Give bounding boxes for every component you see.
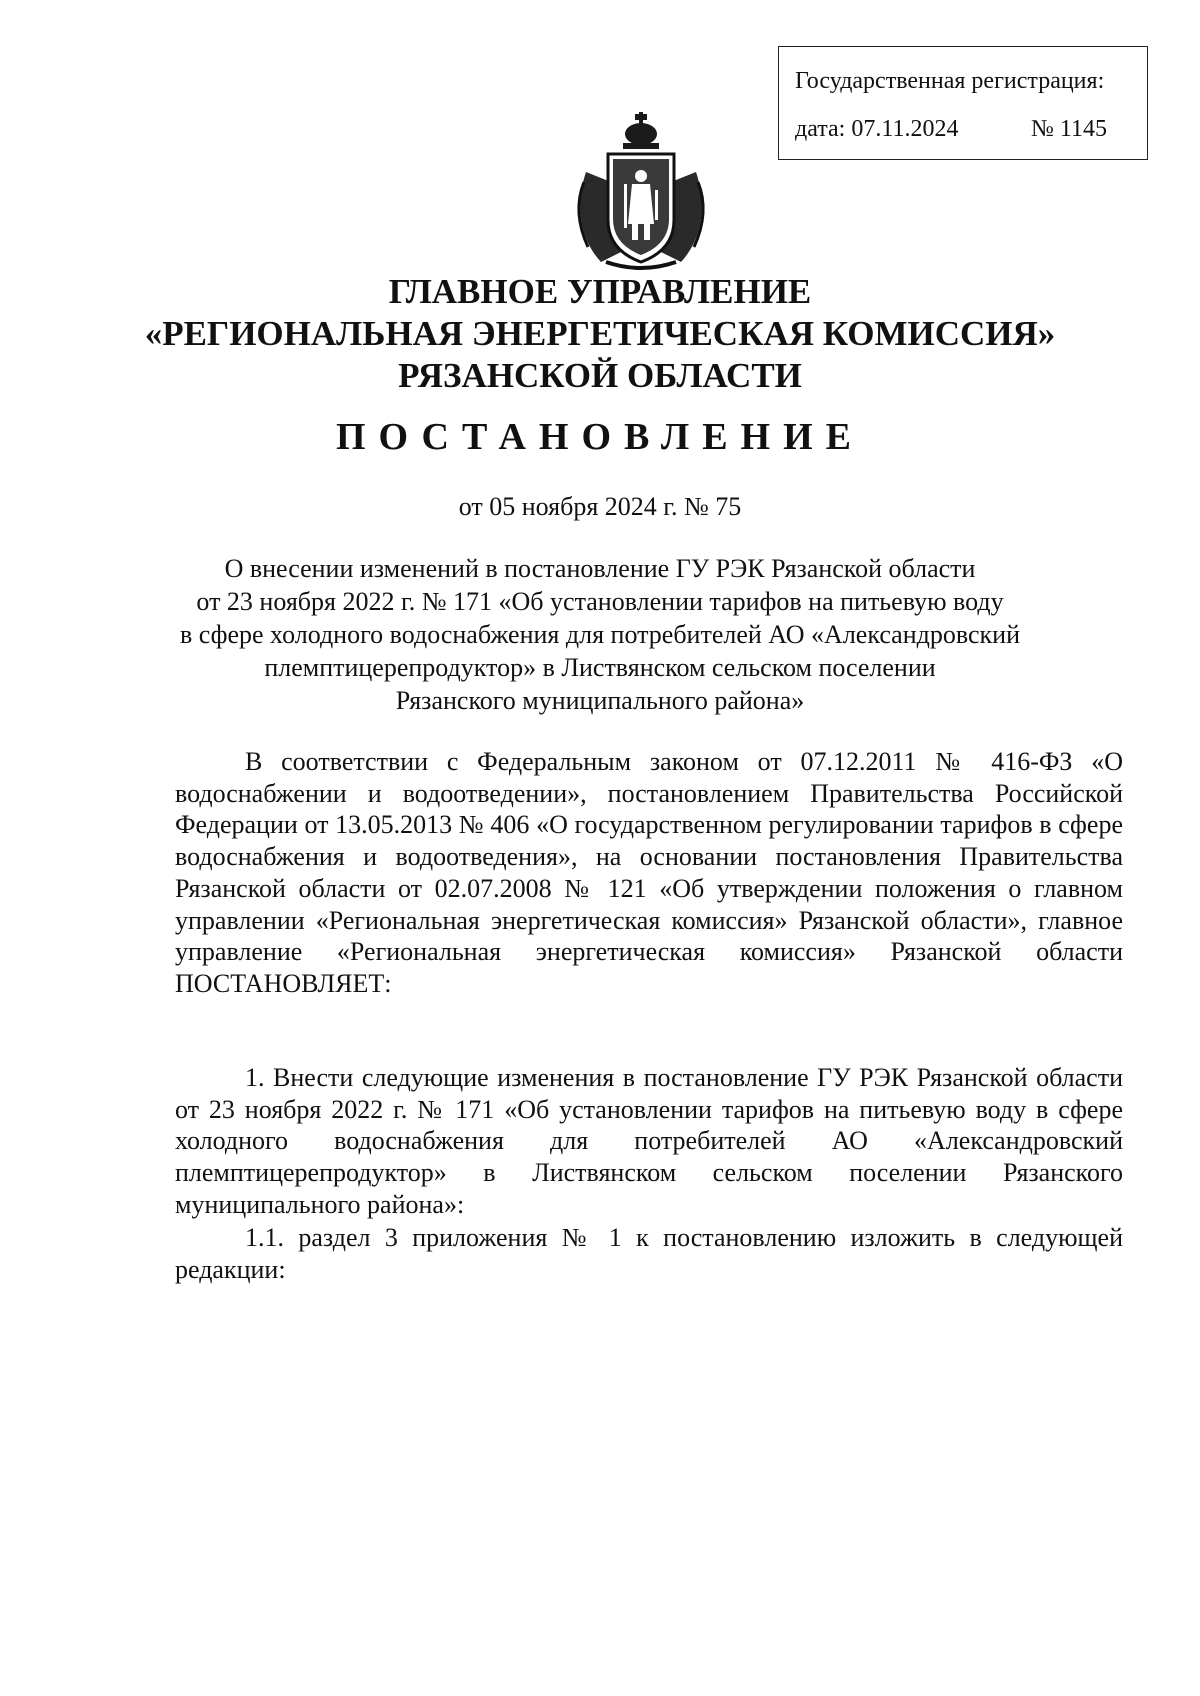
org-name-line-3: РЯЗАНСКОЙ ОБЛАСТИ bbox=[398, 356, 802, 395]
registration-number: № 1145 bbox=[1031, 116, 1108, 142]
document-type-title: ПОСТАНОВЛЕНИЕ bbox=[335, 416, 865, 458]
item-1-1-paragraph: 1.1. раздел 3 приложения № 1 к постановлению изложить в следующей редакции: bbox=[175, 1223, 1123, 1284]
subject-line: племптицерепродуктор» в Листвянском сельском поселении bbox=[264, 653, 936, 682]
org-name-line-2: «РЕГИОНАЛЬНАЯ ЭНЕРГЕТИЧЕСКАЯ КОМИССИЯ» bbox=[144, 314, 1056, 353]
registration-stamp bbox=[778, 46, 1148, 160]
subject-line: от 23 ноября 2022 г. № 171 «Об установлении тарифов на питьевую воду bbox=[196, 587, 1004, 616]
decree-subject bbox=[160, 552, 1040, 717]
subject-line: Рязанского муниципального района» bbox=[395, 686, 805, 715]
registration-date: дата: 07.11.2024 bbox=[795, 116, 959, 142]
decree-date-number: от 05 ноября 2024 г. № 75 bbox=[458, 492, 742, 521]
subject-line: в сфере холодного водоснабжения для потребителей АО «Александровский bbox=[180, 620, 1020, 649]
subject-line: О внесении изменений в постановление ГУ РЭК Рязанской области bbox=[224, 554, 976, 583]
org-name-line-1: ГЛАВНОЕ УПРАВЛЕНИЕ bbox=[388, 272, 812, 311]
coat-of-arms-icon bbox=[566, 112, 716, 272]
preamble-paragraph: В соответствии с Федеральным законом от 07.12.2011 № 416-ФЗ «О водоснабжении и водоотведении», постановлением Правительства Российской Федерации от 13.05.2013 № 406 «О государственном регулировании тарифов в сфере водоснабжения и водоотведения», на основании постановления Правительства Рязанской области от 02.07.2008 № 121 «Об утверждении положения о главном управлении «Региональная энергетическая комиссия» Рязанской области», главное управление «Региональная энергетическая комиссия» Рязанской области ПОСТАНОВЛЯЕТ: bbox=[175, 747, 1123, 998]
item-1-paragraph: 1. Внести следующие изменения в постановление ГУ РЭК Рязанской области от 23 ноября 2022 г. № 171 «Об установлении тарифов на питьевую воду в сфере холодного водоснабжения для потребителей АО «Александровский племптицерепродуктор» в Листвянском сельском поселении Рязанского муниципального района»: bbox=[175, 1063, 1123, 1219]
registration-title: Государственная регистрация: bbox=[795, 68, 1105, 94]
